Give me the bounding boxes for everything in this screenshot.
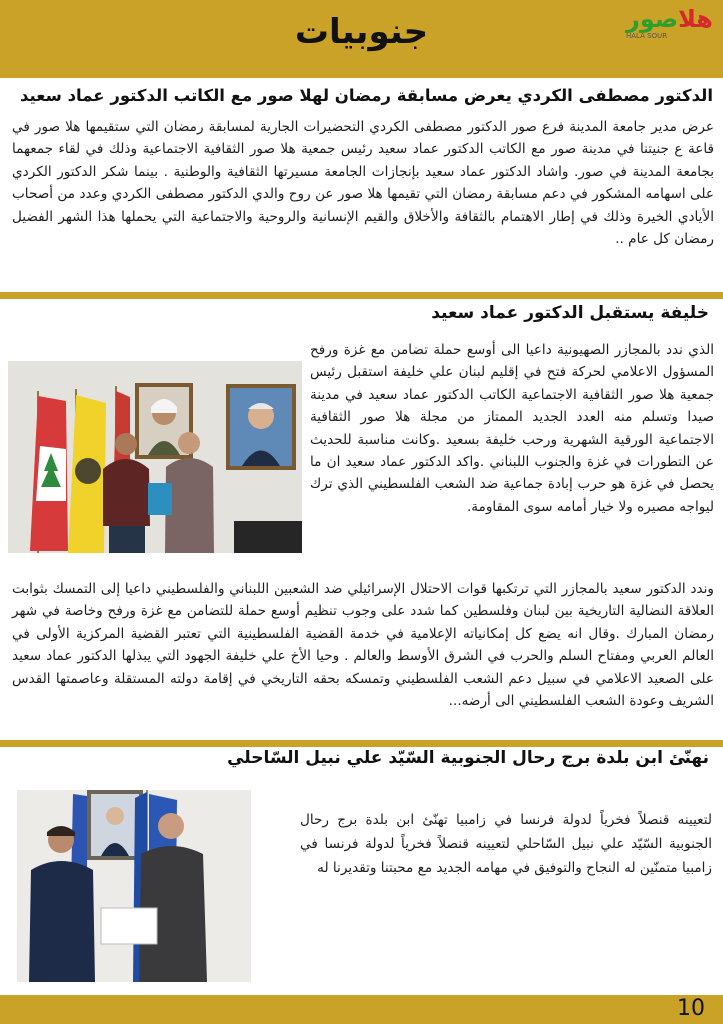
article2-body-part2: وندد الدكتور سعيد بالمجازر التي ترتكبها قوات الاحتلال الإسرائيلي ضد الشعبين اللبناني والفلسطيني داعيا إلى التمسك بثوابت العلاقة النضالية التاريخية بين لبنان وفلسطين كما شدد على وجوب تنظيم أوسع حملة للتضامن مع غزة ورفح وخاصة في شهر رمضان المبارك .وقال انه يضع كل إمكانياته الإعلامية في خدمة القضية الفلسطينية التي تعتبر القضية المركزية الأولى في العالم العربي ومفتاح السلم والحرب في الشرق الأوسط والعالم . وحيا الأخ علي خليفة الجهود التي يبذلها الدكتور عماد سعيد على الصعيد الاعلامي في سبيل دعم الشعب الفلسطيني وتمسكه بحقه التاريخي في إقامة دولته المستقلة وعاصمتها القدس الشريف وعودة الشعب الفلسطيني الى أرضه...: [12, 581, 714, 710]
divider: [0, 292, 723, 299]
logo-text-green: صور: [626, 5, 679, 33]
divider: [0, 740, 723, 747]
page-header: [0, 0, 723, 78]
page-footer: [0, 995, 723, 1024]
article2-headline: خليفة يستقبل الدكتور عماد سعيد: [431, 303, 709, 323]
logo-text-red: هلا: [678, 5, 713, 33]
article3-headline: نهنّئ ابن بلدة برج رحال الجنوبية السّيّد علي نبيل السّاحلي: [227, 748, 709, 768]
article2-body-part1: الذي ندد بالمجازر الصهيونية داعيا الى أوسع حملة تضامن مع غزة ورفح المسؤول الاعلامي لحركة فتح في إقليم لبنان علي خليفة استقبل رئيس جمعية هلا صور الثقافية الاجتماعية الكاتب الدكتور عماد سعيد في مدينة صيدا وتسلم منه العدد الجديد الممتاز من مجلة هلا صور الثقافية الاجتماعية الورقية الشهرية ورحب خليفة بسعيد .وكانت مناسبة للحديث عن التطورات في غزة والجنوب اللبناني .واكد الدكتور عماد سعيد ان ما يحصل في غزة هو حرب إبادة جماعية ضد الشعب الفلسطيني الذي ترك ليواجه مصيره ولا خيار أمامه سوى المقاومة.: [310, 342, 714, 515]
meeting-photo: [8, 361, 302, 553]
consul-photo: [17, 790, 251, 982]
meeting-photo-image: [8, 361, 302, 553]
consul-photo-image: [17, 790, 251, 982]
logo-mark: [626, 4, 718, 34]
page-number: 10: [677, 996, 705, 1021]
logo-subtext: HALA SOUR: [626, 32, 668, 40]
article3-body: لتعيينه قنصلاً فخرياً لدولة فرنسا في زامبيا تهنّئ ابن بلدة برج رحال الجنوبية السّيّد علي نبيل السّاحلي لتعيينه قنصلاً فخرياً لدولة فرنسا في زامبيا متمنّين له النجاح والتوفيق في مهامه الجديد مع محبتنا وتقديرنا له: [300, 812, 712, 876]
hala-sour-logo: [626, 4, 718, 44]
section-title: جنوبيات: [294, 12, 429, 52]
article1-body: عرض مدير جامعة المدينة فرع صور الدكتور مصطفى الكردي التحضيرات الجارية لمسابقة رمضان التي ستقيمها هلا صور في قاعة ع جنيتنا في مدينة صور مع الكاتب الدكتور عماد سعيد رئيس جمعية هلا صور الثقافية الاجتماعية وذلك في لقاء جمعهما بجامعة المدينة في صور. واشاد الدكتور عماد سعيد بإنجازات الجامعة مسيرتها الثقافية والوطنية . بينما شكر الدكتور الكردي على اسهامه المشكور في دعم مسابقة رمضان التي تقيمها هلا صور عن روح والدي الدكتور مصطفى الكردي وعدد من أصحاب الأيادي الخيرة وذلك في إطار الاهتمام بالثقافة والأخلاق والقيم الإنسانية والروحية والاجتماعية التي يحملها هذا الشهر الفضيل رمضان كل عام ..: [12, 119, 714, 248]
article1-headline: الدكتور مصطفى الكردي يعرض مسابقة رمضان لهلا صور مع الكاتب الدكتور عماد سعيد: [20, 86, 713, 105]
